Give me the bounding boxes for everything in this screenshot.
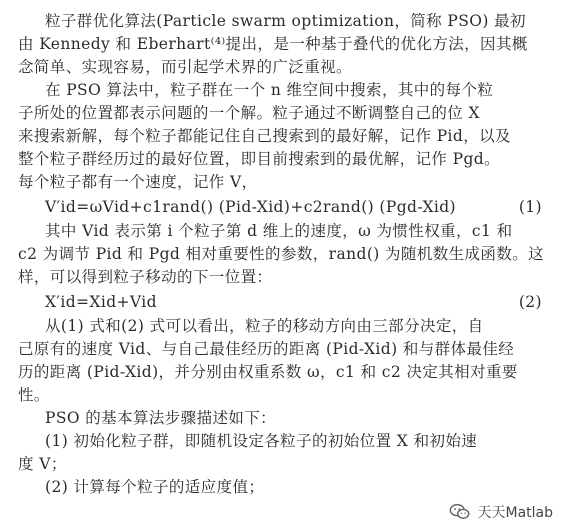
equation-2: [45, 291, 548, 313]
text-line: (1) 初始化粒子群，即随机设定各粒子的初始位置 X 和初始速: [45, 432, 478, 450]
text-line: PSO 的基本算法步骤描述如下：: [45, 409, 277, 427]
text-line: 从(1) 式和(2) 式可以看出，粒子的移动方向由三部分决定，自: [45, 317, 484, 335]
text-line: 整个粒子群经历过的最好位置，即目前搜索到的最优解，记作 Pgd。: [18, 150, 501, 168]
text-line: 其中 Vid 表示第 i 个粒子第 d 维上的速度，ω 为惯性权重，c1 和: [45, 222, 513, 240]
text-line: 己原有的速度 Vid、与自己最佳经历的距离 (Pid-Xid) 和与群体最佳经: [18, 340, 515, 358]
equation-1-body: V′id=ωVid+c1rand() (Pid-Xid)+c2rand() (Pgd-Xid): [45, 198, 456, 216]
text-line: 来搜索新解，每个粒子都能记住自己搜索到的最好解，记作 Pid，以及: [18, 127, 511, 145]
watermark-text: 天天Matlab: [477, 505, 553, 521]
text-line: 粒子群优化算法(Particle swarm optimization，简称 PSO) 最初: [45, 12, 526, 30]
text-line: 由 Kennedy 和 Eberhart⁽⁴⁾提出，是一种基于叠代的优化方法，因其概: [18, 35, 528, 53]
text-line: 度 V；: [18, 455, 67, 473]
text-line: 每个粒子都有一个速度，记作 V，: [18, 173, 258, 191]
watermark: [449, 501, 553, 523]
text-line: 性。: [18, 386, 50, 404]
text-line: 样，可以得到粒子移动的下一位置：: [18, 268, 273, 286]
text-line: 念简单、实现容易，而引起学术界的广泛重视。: [18, 58, 352, 76]
equation-1: [45, 196, 548, 218]
equation-2-number: (2): [518, 293, 542, 311]
text-line: 在 PSO 算法中，粒子群在一个 n 维空间中搜索，其中的每个粒: [45, 81, 494, 99]
equation-2-body: X′id=Xid+Vid: [45, 293, 157, 311]
text-line: (2) 计算每个粒子的适应度值；: [45, 478, 265, 496]
text-line: c2 为调节 Pid 和 Pgd 相对重要性的参数，rand() 为随机数生成函数。这: [18, 245, 545, 263]
equation-1-number: (1): [518, 198, 542, 216]
text-line: 子所处的位置都表示问题的一个解。粒子通过不断调整自己的位 X: [18, 104, 480, 122]
text-line: 历的距离 (Pid-Xid)，并分别由权重系数 ω，c1 和 c2 决定其相对重要: [18, 363, 518, 381]
wechat-icon: [449, 501, 471, 523]
